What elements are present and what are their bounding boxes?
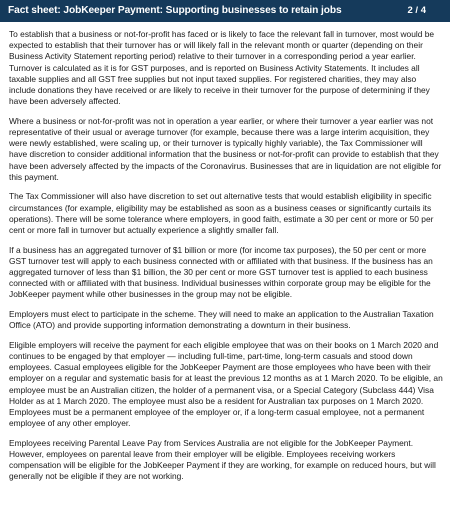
paragraph-aggregated-turnover: If a business has an aggregated turnover of $1 billion or more (for income tax purposes), the 50 per cent or more GST turnover test will apply to each business connected with or affiliated with that business. If the business has an aggregated turnover of less than $1 billion, the 30 per cent or more GST turnover test is applied to each business connected with or affiliated with that business. Individual businesses within corporate group may be eligible for the JobKeeper payment while other businesses in the group may not be eligible. (9, 244, 433, 300)
fact-sheet-header (0, 0, 450, 22)
page-title: Fact sheet: JobKeeper Payment: Supporting businesses to retain jobs (8, 5, 342, 16)
paragraph-parental-leave: Employees receiving Parental Leave Pay from Services Australia are not eligible for the JobKeeper Payment. However, employees on parental leave from their employer will be eligible. Employees receiving workers compensation will be eligible for the JobKeeper Payment if they are working, for example on reduced hours, but will generally not be eligible if they are not working. (9, 437, 436, 482)
paragraph-commissioner-discretion: Where a business or not-for-profit was not in operation a year earlier, or where their turnover a year earlier was not representative of their usual or average turnover (for example, because there was a large interim acquisition, they were newly established, were scaling up, or their turnover is typically highly variable), the Tax Commissioner will have discretion to consider additional information that the business or not-for-profit can provide to establish that they have been adversely affected by the impacts of the Coronavirus. Businesses that are in liquidation are not eligible for this payment. (9, 115, 442, 182)
page-number: 2 / 4 (407, 5, 426, 16)
paragraph-turnover-test: To establish that a business or not-for-profit has faced or is likely to face the relevant fall in turnover, most would be expected to establish that their turnover has or will likely fall in the relevant month or quarter (depending on their Business Activity Statement reporting period) relative to their turnover in a corresponding period a year earlier. Turnover is calculated as it is for GST purposes, and is reported on Business Activity Statements. It includes all taxable supplies and all GST free supplies but not input taxed supplies. For registered charities, they may also include donations they have received or are likely to receive in their turnover for the purpose of determining if they have been adversely affected. (9, 29, 435, 107)
document-body (9, 29, 443, 483)
paragraph-eligible-employees: Eligible employers will receive the payment for each eligible employee that was on their books on 1 March 2020 and continues to be engaged by that employer — including full-time, part-time, long-term casuals and stood down employees. Casual employees eligible for the JobKeeper Payment are those employees who have been with their employer on a regular and systematic basis for at least the previous 12 months as at 1 March 2020. To be eligible, an employee must be an Australian citizen, the holder of a permanent visa, or a Special Category (Subclass 444) Visa Holder as at 1 March 2020. The employee must also be a resident for Australian tax purposes on 1 March 2020. Employees must be a permanent employee of the employer or, if a long-term casual employee, not a permanent employee of any other employer. (9, 339, 443, 429)
paragraph-alternative-tests: The Tax Commissioner will also have discretion to set out alternative tests that would establish eligibility in specific circumstances (for example, eligibility may be established as soon as a business ceases or significantly curtails its operations). There will be some tolerance where employers, in good faith, estimate a 30 per cent or more or 50 per cent or more fall in turnover but actually experience a slightly smaller fall. (9, 191, 434, 236)
paragraph-election: Employers must elect to participate in the scheme. They will need to make an application to the Australian Taxation Office (ATO) and provide supporting information demonstrating a downturn in their business. (9, 309, 434, 331)
